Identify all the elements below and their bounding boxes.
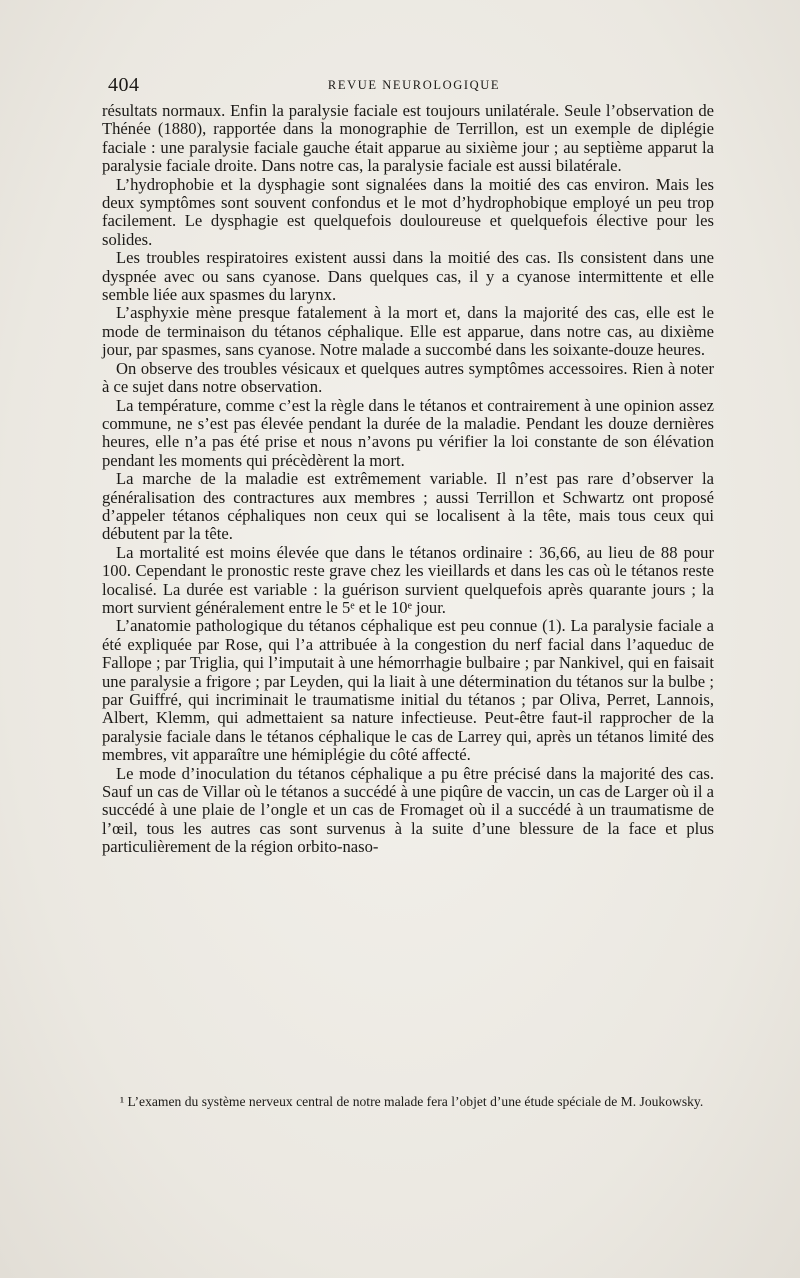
- page-header: [108, 74, 720, 96]
- footnote-text: ¹ L’examen du système nerveux central de notre malade fera l’objet d’une étude spéciale de M. Joukowsky.: [120, 1094, 704, 1109]
- paragraph-mortalite: La mortalité est moins élevée que dans le tétanos ordinaire : 36,66, au lieu de 88 pour 100. Cependant le pronostic reste grave chez les vieillards et dans les cas où le tétanos reste localisé. La durée est variable : la guérison survient quelquefois après quarante jours ; la mort survient généralement entre le 5ᵉ et le 10ᵉ jour.: [102, 542, 714, 617]
- paragraph-anatomie: L’anatomie pathologique du tétanos céphalique est peu connue (1). La paralysie faciale a été expliquée par Rose, qui l’a attribuée à la congestion du nerf facial dans l’aqueduc de Fallope ; par Triglia, qui l’imputait à une hémorrhagie bulbaire ; par Nankivel, qui en faisait une paralysie a frigore ; par Leyden, qui la liait à une détermination du tétanos sur la bulbe ; par Guiffré, qui incriminait le traumatisme initial du tétanos ; par Oliva, Perret, Lannois, Albert, Klemm, qui admettaient sa nature infectieuse. Peut-être faut-il rapprocher de la paralysie faciale dans le tétanos céphalique le cas de Larrey qui, après un tétanos limité des membres, vit apparaître une hémiplégie du côté affecté.: [102, 616, 714, 765]
- paragraph-asphyxie: L’asphyxie mène presque fatalement à la mort et, dans la majorité des cas, elle est le mode de terminaison du tétanos céphalique. Elle est apparue, dans notre cas, au dixième jour, par spasmes, sans cyanose. Notre malade a succombé dans les soixante-douze heures.: [102, 303, 714, 360]
- paragraph-inoculation: Le mode d’inoculation du tétanos céphalique a pu être précisé dans la majorité des cas. Sauf un cas de Villar où le tétanos a succédé à une piqûre de vaccin, un cas de Larger où il a succédé à une plaie de l’ongle et un cas de Fromaget où il a succédé à un traumatisme de l’œil, tous les autres cas sont survenus à la suite d’une blessure de la face et plus particulièrement de la région orbito-naso-: [102, 763, 714, 857]
- running-title: REVUE NEUROLOGIQUE: [327, 78, 501, 92]
- paragraph-temperature: La température, comme c’est la règle dans le tétanos et contrairement à une opinion assez commune, ne s’est pas élevée pendant la durée de la maladie. Pendant les douze dernières heures, elle n’a pas été prise et nous n’avons pu vérifier la loi constante de son élévation pendant les moments qui précèdèrent la mort.: [102, 395, 714, 470]
- paragraph-troubles-vesicaux: On observe des troubles vésicaux et quelques autres symptômes accessoires. Rien à noter à ce sujet dans notre observation.: [102, 358, 714, 397]
- footnote: [102, 1093, 714, 1110]
- paragraph-continued: résultats normaux. Enfin la paralysie faciale est toujours unilatérale. Seule l’observation de Thénée (1880), rapportée dans la monographie de Terrillon, est un exemple de diplégie faciale : une paralysie faciale gauche était apparue au sixième jour ; au septième apparut la paralysie faciale droite. Dans notre cas, la paralysie faciale est aussi bilatérale.: [102, 101, 714, 176]
- paragraph-marche: La marche de la maladie est extrêmement variable. Il n’est pas rare d’observer la généralisation des contractures aux membres ; aussi Terrillon et Schwartz ont proposé d’appeler tétanos céphaliques non ceux qui se localisent à la tête, mais tous ceux qui débutent par la tête.: [102, 469, 714, 544]
- body-text: [102, 102, 714, 857]
- page-number: 404: [108, 74, 140, 96]
- paragraph-troubles-respiratoires: Les troubles respiratoires existent aussi dans la moitié des cas. Ils consistent dans une dyspnée avec ou sans cyanose. Dans quelques cas, il y a cyanose intermittente et elle semble liée aux spasmes du larynx.: [102, 248, 714, 305]
- paragraph-hydrophobie: L’hydrophobie et la dysphagie sont signalées dans la moitié des cas environ. Mais les deux symptômes sont souvent confondus et le mot d’hydrophobique employé un peu trop facilement. Le dysphagie est quelquefois douloureuse et quelquefois élective pour les solides.: [102, 174, 714, 249]
